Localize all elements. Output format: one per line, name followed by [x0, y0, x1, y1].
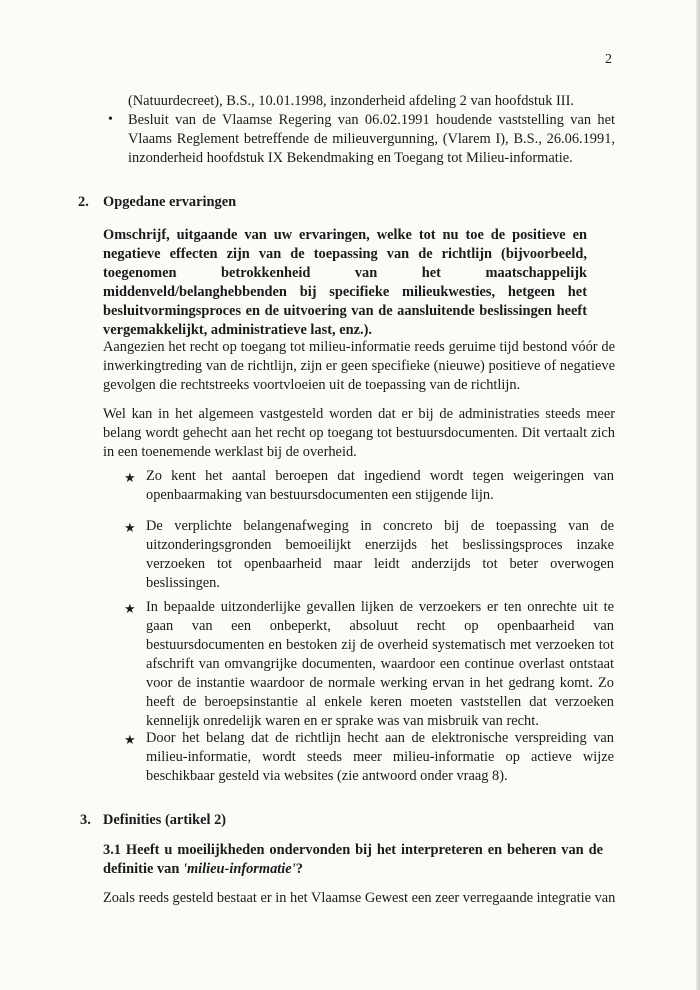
- bullet-dot-icon: •: [108, 112, 113, 127]
- section-2-bullet-1: Zo kent het aantal beroepen dat ingediend wordt tegen weigeringen van openbaarmaking van bestuursdocumenten een stijgende lijn.: [146, 468, 614, 503]
- section-2-question: Omschrijf, uitgaande van uw ervaringen, welke tot nu toe de positieve en negatieve effecten zijn van de toepassing van de richtlijn (bijvoorbeeld, toegenomen betrokkenheid van het maatschappelijk middenveld/belanghebbenden bij specifieke milieukwesties, hetgeen het besluitvormingsproces en de uitvoering van de aansluitende beslissingen heeft vergemakkelijkt, administratieve last, enz.).: [103, 227, 587, 338]
- section-2-paragraph-2: Wel kan in het algemeen vastgesteld worden dat er bij de administraties steeds meer belang wordt gehecht aan het recht op toegang tot bestuursdocumenten. Dit vertaalt zich in een toenemende werklast bij de overheid.: [103, 406, 615, 460]
- question-3-1-suffix: ?: [295, 861, 303, 877]
- section-3-answer-start: Zoals reeds gesteld bestaat er in het Vlaamse Gewest een zeer verregaande integratie van: [103, 890, 616, 906]
- top-bullet-text: Besluit van de Vlaamse Regering van 06.02.1991 houdende vaststelling van het Vlaams Reglement betreffende de milieuvergunning, (Vlarem I), B.S., 26.06.1991, inzonderheid hoofdstuk IX Bekendmaking en Toegang tot Milieu-informatie.: [128, 112, 615, 166]
- page-number: 2: [605, 52, 612, 67]
- star-bullet-icon: ★: [124, 520, 136, 535]
- section-3-number: 3.: [80, 812, 91, 828]
- section-3-title: Definities (artikel 2): [103, 812, 227, 828]
- question-3-1-term: 'milieu-informatie': [182, 861, 296, 877]
- star-bullet-icon: ★: [124, 470, 136, 485]
- question-3-1: [103, 841, 603, 879]
- section-2-number: 2.: [78, 194, 89, 210]
- section-2-title: Opgedane ervaringen: [103, 194, 237, 210]
- section-2-bullet-3: In bepaalde uitzonderlijke gevallen lijken de verzoekers er ten onrechte uit te gaan van een onbeperkt, absoluut recht op openbaarheid van bestuursdocumenten en bestoken zij de overheid systematisch met verzoeken tot afschrift van omvangrijke documenten, waardoor een continue overlast ontstaat voor de instantie waardoor de normale werking ervan in het gedrang komt. Zo heeft de beroepsinstantie al enkele keren moeten vaststellen dat verzoeken kennelijk onredelijk waren en er sprake was van misbruik van recht.: [146, 599, 614, 729]
- top-continuation-text: (Natuurdecreet), B.S., 10.01.1998, inzonderheid afdeling 2 van hoofdstuk III.: [128, 93, 574, 109]
- star-bullet-icon: ★: [124, 601, 136, 616]
- page-edge-shadow: [696, 0, 700, 990]
- star-bullet-icon: ★: [124, 732, 136, 747]
- section-2-bullet-4: Door het belang dat de richtlijn hecht aan de elektronische verspreiding van milieu-informatie, wordt steeds meer milieu-informatie op actieve wijze beschikbaar gesteld via websites (zie antwoord onder vraag 8).: [146, 730, 614, 784]
- section-2-bullet-2: De verplichte belangenafweging in concreto bij de toepassing van de uitzonderingsgronden bemoeilijkt enerzijds het beslissingsproces inzake verzoeken tot openbaarheid maar leidt anderzijds tot beter overwogen beslissingen.: [146, 518, 614, 591]
- question-3-1-prefix: 3.1 Heeft u moeilijkheden ondervonden bij het interpreteren en beheren van de definitie van: [103, 842, 603, 877]
- section-2-paragraph-1: Aangezien het recht op toegang tot milieu-informatie reeds geruime tijd bestond vóór de inwerkingtreding van de richtlijn, zijn er geen specifieke (nieuwe) positieve of negatieve gevolgen die rechtstreeks voortvloeien uit de toepassing van de richtlijn.: [103, 339, 615, 393]
